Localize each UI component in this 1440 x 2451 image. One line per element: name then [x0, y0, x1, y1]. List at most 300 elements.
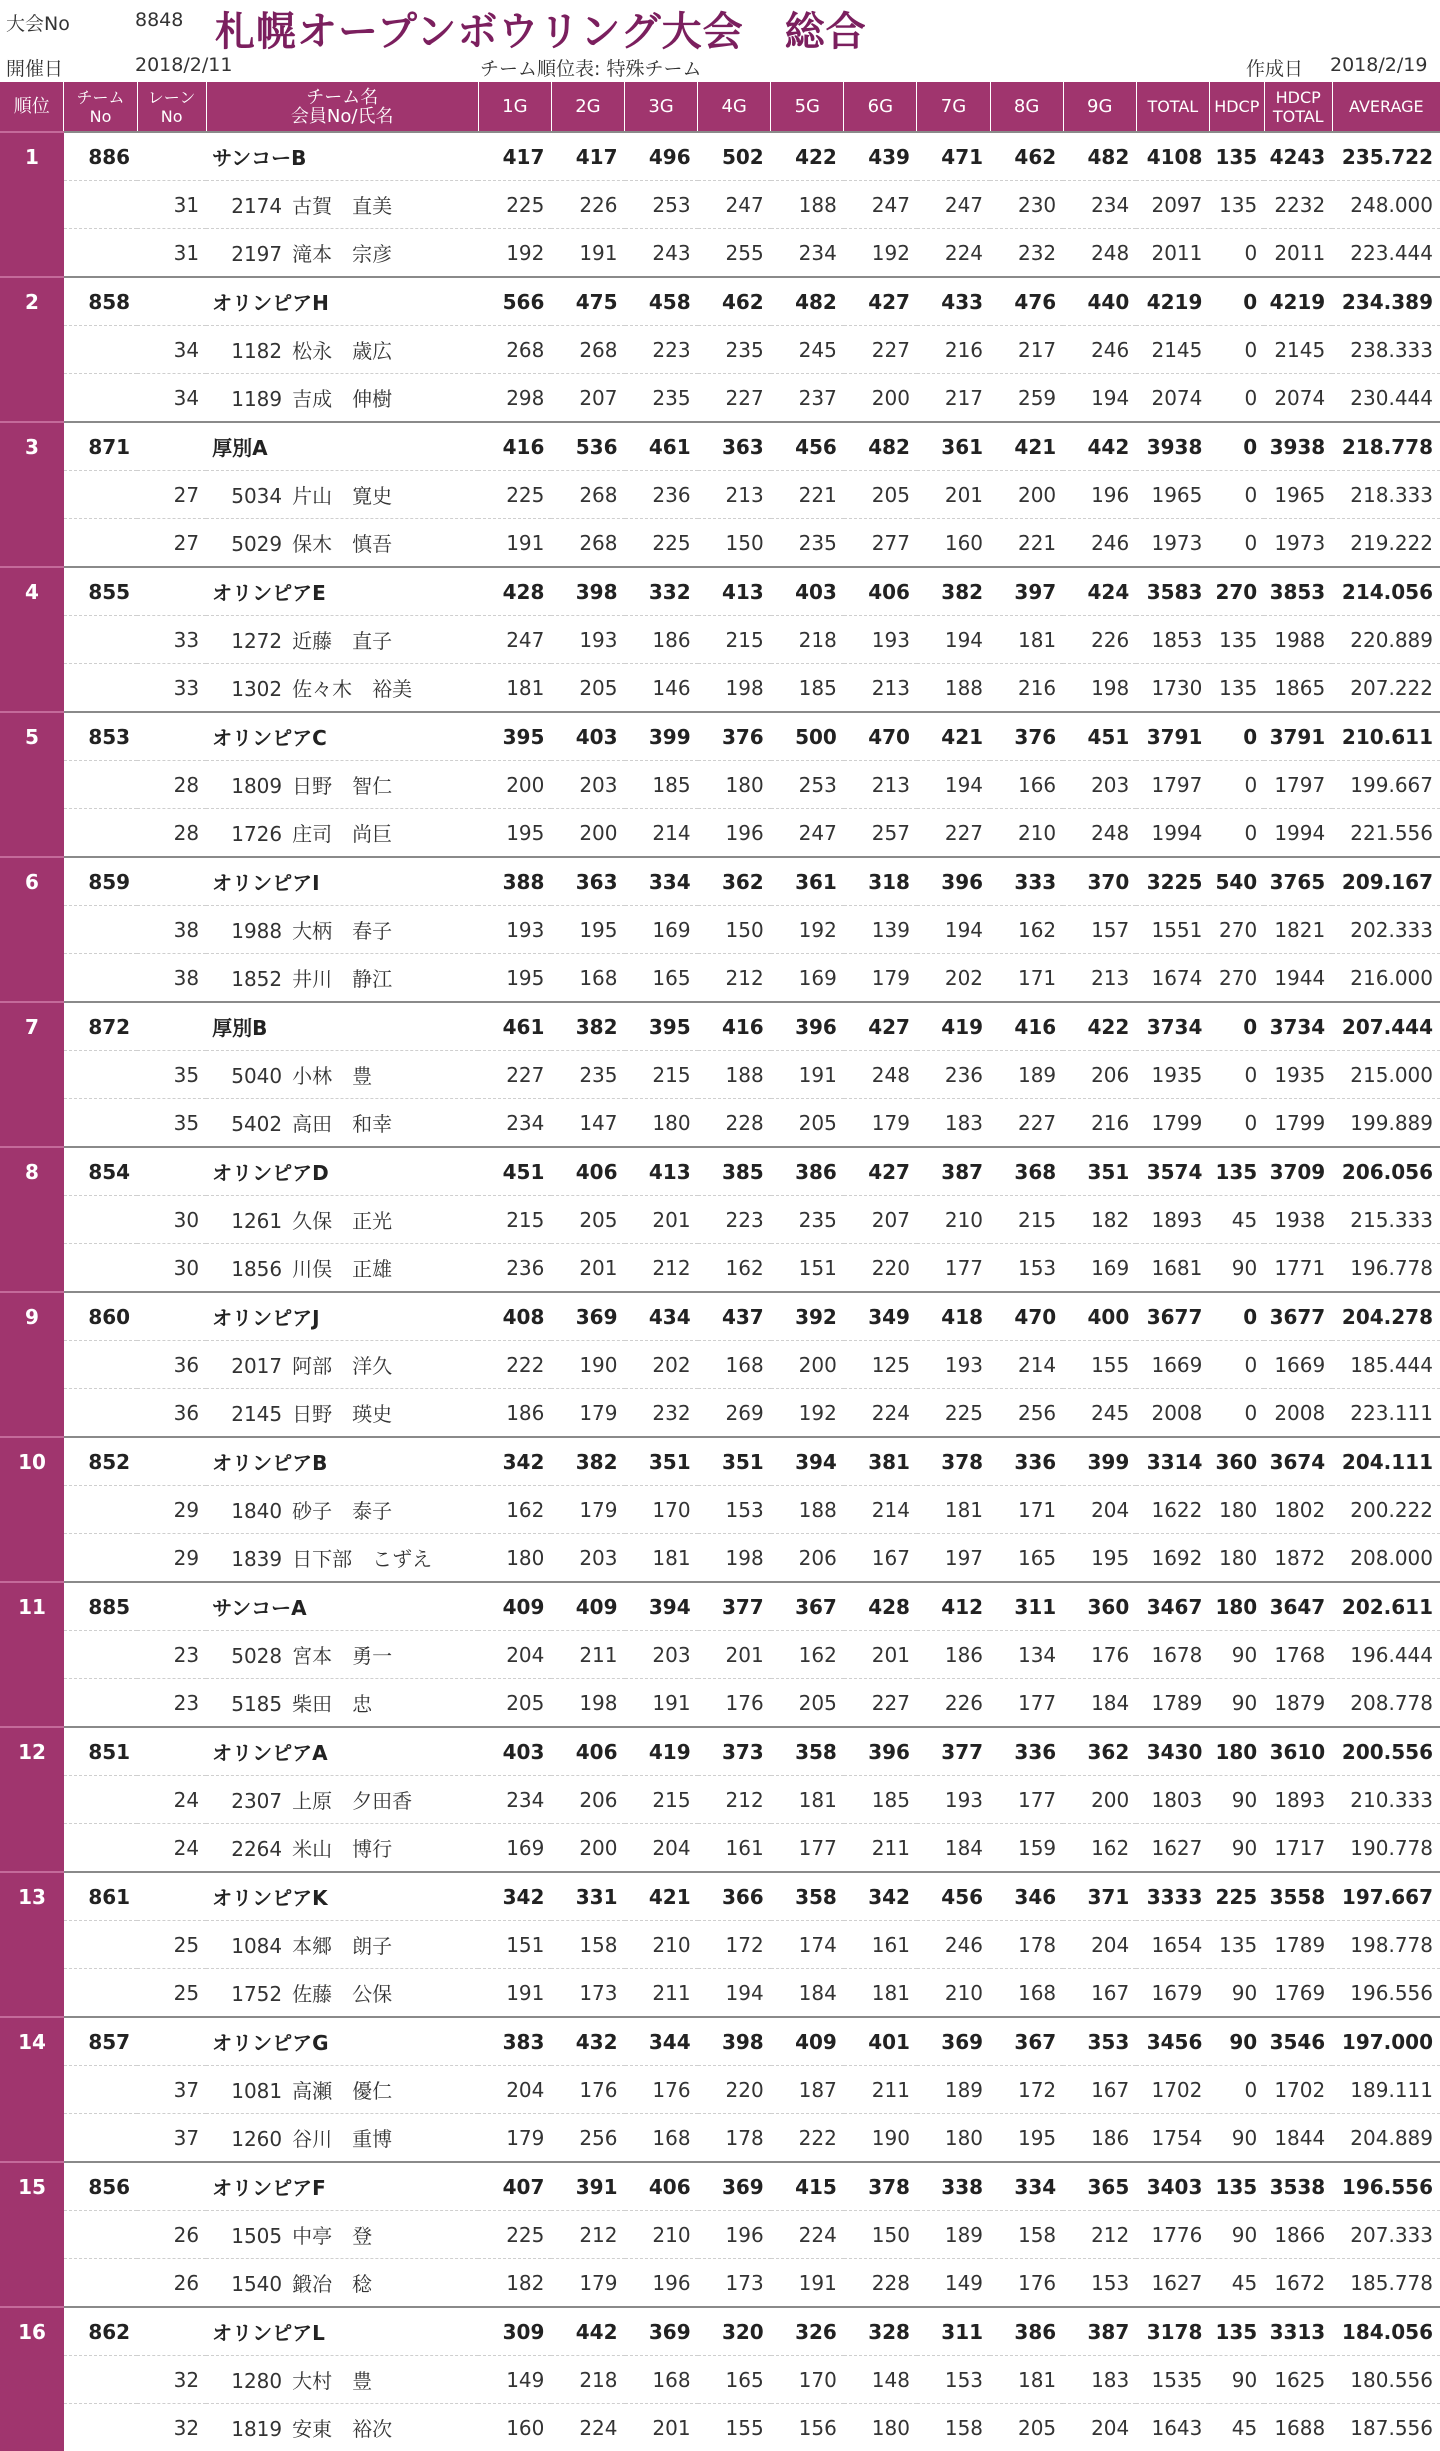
member-row — [0, 954, 1440, 1003]
score-g7: 227 — [917, 809, 990, 858]
member-name: 宮本 勇一 — [292, 1640, 392, 1669]
score-avg: 207.444 — [1332, 1002, 1440, 1051]
member-name: 川俣 正雄 — [292, 1253, 392, 1282]
name-cell — [206, 1051, 478, 1099]
score-g5: 185 — [771, 664, 844, 713]
team-row — [0, 1872, 1440, 1921]
score-g2: 406 — [551, 1147, 624, 1196]
score-g3: 215 — [625, 1051, 698, 1099]
score-g6: 205 — [844, 471, 917, 519]
member-row — [0, 326, 1440, 374]
member-row — [0, 2114, 1440, 2163]
team-name: サンコーA — [212, 1596, 306, 1620]
lane-no-cell: 37 — [137, 2114, 206, 2163]
score-total: 1643 — [1136, 2404, 1209, 2451]
team-row — [0, 1727, 1440, 1776]
score-g7: 311 — [917, 2307, 990, 2356]
score-g3: 236 — [625, 471, 698, 519]
member-name: 米山 博行 — [292, 1833, 392, 1862]
score-g1: 451 — [478, 1147, 551, 1196]
score-g5: 222 — [771, 2114, 844, 2163]
member-no: 1302 — [212, 677, 282, 701]
score-hdcp: 90 — [1209, 2017, 1264, 2066]
score-g3: 394 — [625, 1582, 698, 1631]
score-g2: 179 — [551, 1486, 624, 1534]
name-cell — [206, 1002, 478, 1051]
score-g3: 253 — [625, 181, 698, 229]
score-g4: 165 — [698, 2356, 771, 2404]
score-hdcp: 135 — [1209, 616, 1264, 664]
score-hdcp: 90 — [1209, 2356, 1264, 2404]
score-g6: 185 — [844, 1776, 917, 1824]
score-hdcp-total: 3610 — [1264, 1727, 1332, 1776]
score-g1: 162 — [478, 1486, 551, 1534]
score-hdcp: 270 — [1209, 567, 1264, 616]
score-g3: 202 — [625, 1341, 698, 1389]
score-g1: 181 — [478, 664, 551, 713]
score-hdcp: 0 — [1209, 374, 1264, 423]
score-g9: 162 — [1063, 1824, 1136, 1873]
score-avg: 215.333 — [1332, 1196, 1440, 1244]
created-label: 作成日 — [1246, 54, 1303, 81]
score-g8: 153 — [990, 1244, 1063, 1293]
score-g2: 200 — [551, 1824, 624, 1873]
score-g1: 227 — [478, 1051, 551, 1099]
score-g8: 189 — [990, 1051, 1063, 1099]
score-total: 1654 — [1136, 1921, 1209, 1969]
score-g6: 200 — [844, 374, 917, 423]
score-g1: 395 — [478, 712, 551, 761]
score-g7: 382 — [917, 567, 990, 616]
score-g5: 415 — [771, 2162, 844, 2211]
score-g3: 181 — [625, 1534, 698, 1583]
score-g8: 165 — [990, 1534, 1063, 1583]
team-name: オリンピアA — [212, 1741, 327, 1765]
team-no-cell — [64, 761, 137, 809]
score-g8: 336 — [990, 1727, 1063, 1776]
member-no: 1081 — [212, 2079, 282, 2103]
score-hdcp: 90 — [1209, 2114, 1264, 2163]
rank-cell — [0, 761, 64, 809]
rank-cell — [0, 1196, 64, 1244]
team-no-cell: 857 — [64, 2017, 137, 2066]
col-g1: 1G — [478, 82, 551, 132]
team-no-cell: 855 — [64, 567, 137, 616]
score-total: 3403 — [1136, 2162, 1209, 2211]
score-g3: 421 — [625, 1872, 698, 1921]
score-total: 4108 — [1136, 132, 1209, 181]
score-g6: 427 — [844, 1147, 917, 1196]
score-total: 3574 — [1136, 1147, 1209, 1196]
score-g4: 220 — [698, 2066, 771, 2114]
score-avg: 207.222 — [1332, 664, 1440, 713]
score-g2: 205 — [551, 1196, 624, 1244]
name-cell — [206, 712, 478, 761]
score-g9: 399 — [1063, 1437, 1136, 1486]
score-g9: 387 — [1063, 2307, 1136, 2356]
score-g2: 536 — [551, 422, 624, 471]
score-avg: 206.056 — [1332, 1147, 1440, 1196]
team-no-cell — [64, 229, 137, 278]
score-g8: 171 — [990, 954, 1063, 1003]
score-hdcp-total: 1802 — [1264, 1486, 1332, 1534]
member-no: 1505 — [212, 2224, 282, 2248]
score-g8: 221 — [990, 519, 1063, 568]
member-no: 2307 — [212, 1789, 282, 1813]
score-g3: 413 — [625, 1147, 698, 1196]
name-cell — [206, 809, 478, 858]
score-g6: 211 — [844, 2066, 917, 2114]
score-g3: 176 — [625, 2066, 698, 2114]
score-g1: 191 — [478, 1969, 551, 2018]
lane-no-cell: 23 — [137, 1679, 206, 1728]
score-g5: 162 — [771, 1631, 844, 1679]
rank-cell — [0, 1969, 64, 2018]
team-no-cell — [64, 2259, 137, 2308]
member-name: 日野 瑛史 — [292, 1398, 392, 1427]
score-g1: 200 — [478, 761, 551, 809]
score-g6: 277 — [844, 519, 917, 568]
score-g2: 256 — [551, 2114, 624, 2163]
score-g2: 409 — [551, 1582, 624, 1631]
score-total: 1853 — [1136, 616, 1209, 664]
col-hdcp-total-line1: HDCP — [1276, 88, 1321, 107]
member-no: 1726 — [212, 822, 282, 846]
team-row — [0, 712, 1440, 761]
score-g4: 223 — [698, 1196, 771, 1244]
score-avg: 196.778 — [1332, 1244, 1440, 1293]
score-avg: 235.722 — [1332, 132, 1440, 181]
member-name: 小林 豊 — [292, 1060, 372, 1089]
team-no-cell — [64, 1244, 137, 1293]
score-g3: 211 — [625, 1969, 698, 2018]
score-g5: 200 — [771, 1341, 844, 1389]
name-cell — [206, 1534, 478, 1583]
score-hdcp: 135 — [1209, 181, 1264, 229]
score-g8: 177 — [990, 1679, 1063, 1728]
score-g6: 193 — [844, 616, 917, 664]
col-g2: 2G — [551, 82, 624, 132]
score-hdcp: 270 — [1209, 906, 1264, 954]
score-g3: 406 — [625, 2162, 698, 2211]
member-name: 阿部 洋久 — [292, 1350, 392, 1379]
score-hdcp-total: 4219 — [1264, 277, 1332, 326]
score-total: 1674 — [1136, 954, 1209, 1003]
score-total: 3456 — [1136, 2017, 1209, 2066]
lane-no-cell: 26 — [137, 2259, 206, 2308]
score-g1: 236 — [478, 1244, 551, 1293]
score-hdcp-total: 3791 — [1264, 712, 1332, 761]
score-g9: 365 — [1063, 2162, 1136, 2211]
member-no: 5040 — [212, 1064, 282, 1088]
score-avg: 218.778 — [1332, 422, 1440, 471]
rank-cell — [0, 2259, 64, 2308]
score-g3: 210 — [625, 2211, 698, 2259]
score-g7: 149 — [917, 2259, 990, 2308]
lane-no-cell: 24 — [137, 1824, 206, 1873]
team-no-cell — [64, 809, 137, 858]
score-g6: 227 — [844, 1679, 917, 1728]
score-total: 1627 — [1136, 2259, 1209, 2308]
lane-no-cell: 28 — [137, 761, 206, 809]
score-g4: 366 — [698, 1872, 771, 1921]
score-hdcp: 0 — [1209, 1002, 1264, 1051]
score-g2: 207 — [551, 374, 624, 423]
team-row — [0, 277, 1440, 326]
score-avg: 199.889 — [1332, 1099, 1440, 1148]
score-g8: 210 — [990, 809, 1063, 858]
col-g6: 6G — [844, 82, 917, 132]
created-date: 2018/2/19 — [1330, 54, 1427, 76]
score-g4: 351 — [698, 1437, 771, 1486]
name-cell — [206, 906, 478, 954]
team-no-cell — [64, 374, 137, 423]
score-g8: 230 — [990, 181, 1063, 229]
score-g1: 204 — [478, 1631, 551, 1679]
lane-no-cell: 37 — [137, 2066, 206, 2114]
score-g1: 193 — [478, 906, 551, 954]
score-g6: 439 — [844, 132, 917, 181]
score-avg: 185.778 — [1332, 2259, 1440, 2308]
lane-no-cell: 35 — [137, 1099, 206, 1148]
score-g8: 195 — [990, 2114, 1063, 2163]
rank-cell: 13 — [0, 1872, 64, 1921]
score-g9: 186 — [1063, 2114, 1136, 2163]
name-cell — [206, 277, 478, 326]
score-g3: 351 — [625, 1437, 698, 1486]
member-row — [0, 471, 1440, 519]
score-g3: 196 — [625, 2259, 698, 2308]
score-g3: 419 — [625, 1727, 698, 1776]
score-g9: 167 — [1063, 1969, 1136, 2018]
score-g1: 195 — [478, 809, 551, 858]
score-total: 1692 — [1136, 1534, 1209, 1583]
rank-cell — [0, 616, 64, 664]
score-g2: 224 — [551, 2404, 624, 2451]
score-total: 1994 — [1136, 809, 1209, 858]
member-name: 高瀬 優仁 — [292, 2075, 392, 2104]
score-hdcp-total: 1872 — [1264, 1534, 1332, 1583]
score-avg: 204.889 — [1332, 2114, 1440, 2163]
score-g1: 461 — [478, 1002, 551, 1051]
score-g6: 213 — [844, 761, 917, 809]
score-hdcp-total: 3674 — [1264, 1437, 1332, 1486]
score-g9: 353 — [1063, 2017, 1136, 2066]
score-g1: 407 — [478, 2162, 551, 2211]
rank-cell — [0, 1486, 64, 1534]
team-no-cell — [64, 1486, 137, 1534]
score-g9: 195 — [1063, 1534, 1136, 1583]
score-g9: 183 — [1063, 2356, 1136, 2404]
score-g8: 162 — [990, 906, 1063, 954]
score-hdcp: 180 — [1209, 1582, 1264, 1631]
rank-cell: 7 — [0, 1002, 64, 1051]
score-g9: 451 — [1063, 712, 1136, 761]
score-g8: 227 — [990, 1099, 1063, 1148]
score-g6: 247 — [844, 181, 917, 229]
team-no-cell — [64, 1099, 137, 1148]
score-avg: 198.778 — [1332, 1921, 1440, 1969]
score-g7: 377 — [917, 1727, 990, 1776]
score-g2: 173 — [551, 1969, 624, 2018]
team-row — [0, 2307, 1440, 2356]
score-g8: 215 — [990, 1196, 1063, 1244]
name-cell — [206, 664, 478, 713]
rank-cell: 3 — [0, 422, 64, 471]
team-no-cell: 856 — [64, 2162, 137, 2211]
team-name: オリンピアH — [212, 291, 329, 315]
score-g1: 160 — [478, 2404, 551, 2451]
score-hdcp-total: 1769 — [1264, 1969, 1332, 2018]
score-g1: 298 — [478, 374, 551, 423]
score-total: 2074 — [1136, 374, 1209, 423]
name-cell — [206, 2162, 478, 2211]
lane-no-cell: 25 — [137, 1969, 206, 2018]
rank-cell — [0, 1341, 64, 1389]
score-g6: 396 — [844, 1727, 917, 1776]
score-hdcp: 45 — [1209, 1196, 1264, 1244]
score-g9: 213 — [1063, 954, 1136, 1003]
team-no-cell — [64, 2404, 137, 2451]
score-hdcp: 0 — [1209, 519, 1264, 568]
team-no-cell: 885 — [64, 1582, 137, 1631]
score-hdcp-total: 3677 — [1264, 1292, 1332, 1341]
score-avg: 209.167 — [1332, 857, 1440, 906]
score-g8: 333 — [990, 857, 1063, 906]
score-g4: 178 — [698, 2114, 771, 2163]
name-cell — [206, 1727, 478, 1776]
member-row — [0, 1679, 1440, 1728]
member-row — [0, 519, 1440, 568]
team-no-cell — [64, 1196, 137, 1244]
score-hdcp: 90 — [1209, 1244, 1264, 1293]
score-g4: 180 — [698, 761, 771, 809]
score-hdcp: 270 — [1209, 954, 1264, 1003]
score-g1: 342 — [478, 1872, 551, 1921]
score-g2: 195 — [551, 906, 624, 954]
member-name: 柴田 忠 — [292, 1688, 372, 1717]
score-hdcp-total: 1799 — [1264, 1099, 1332, 1148]
score-g6: 224 — [844, 1389, 917, 1438]
score-g6: 190 — [844, 2114, 917, 2163]
score-hdcp: 180 — [1209, 1486, 1264, 1534]
score-hdcp-total: 1944 — [1264, 954, 1332, 1003]
team-no-cell: 853 — [64, 712, 137, 761]
score-g4: 155 — [698, 2404, 771, 2451]
score-g7: 160 — [917, 519, 990, 568]
member-name: 日野 智仁 — [292, 770, 392, 799]
col-hdcp-total-line2: TOTAL — [1273, 107, 1324, 126]
col-team-no-line1: チーム — [77, 88, 125, 107]
score-total: 1754 — [1136, 2114, 1209, 2163]
score-g7: 396 — [917, 857, 990, 906]
score-g4: 373 — [698, 1727, 771, 1776]
score-g1: 428 — [478, 567, 551, 616]
team-name: オリンピアD — [212, 1161, 329, 1185]
score-g1: 204 — [478, 2066, 551, 2114]
score-g4: 376 — [698, 712, 771, 761]
score-hdcp: 0 — [1209, 1389, 1264, 1438]
score-g1: 409 — [478, 1582, 551, 1631]
score-g3: 185 — [625, 761, 698, 809]
team-no-cell — [64, 1679, 137, 1728]
date-label: 開催日 — [6, 54, 63, 81]
score-avg: 214.056 — [1332, 567, 1440, 616]
member-no: 5029 — [212, 532, 282, 556]
score-g7: 158 — [917, 2404, 990, 2451]
team-no-cell — [64, 519, 137, 568]
score-g5: 422 — [771, 132, 844, 181]
score-g1: 566 — [478, 277, 551, 326]
score-g4: 247 — [698, 181, 771, 229]
score-hdcp: 225 — [1209, 1872, 1264, 1921]
name-cell — [206, 616, 478, 664]
score-g3: 210 — [625, 1921, 698, 1969]
member-row — [0, 1389, 1440, 1438]
name-cell — [206, 1582, 478, 1631]
score-avg: 238.333 — [1332, 326, 1440, 374]
team-no-cell — [64, 1051, 137, 1099]
name-cell — [206, 954, 478, 1003]
score-avg: 221.556 — [1332, 809, 1440, 858]
score-g9: 440 — [1063, 277, 1136, 326]
score-g4: 398 — [698, 2017, 771, 2066]
score-g5: 181 — [771, 1776, 844, 1824]
score-g2: 179 — [551, 1389, 624, 1438]
team-no-cell: 859 — [64, 857, 137, 906]
member-row — [0, 906, 1440, 954]
score-g2: 369 — [551, 1292, 624, 1341]
score-g7: 247 — [917, 181, 990, 229]
score-g2: 147 — [551, 1099, 624, 1148]
score-g8: 346 — [990, 1872, 1063, 1921]
score-g7: 210 — [917, 1196, 990, 1244]
score-hdcp: 90 — [1209, 2211, 1264, 2259]
score-g9: 194 — [1063, 374, 1136, 423]
score-hdcp-total: 1789 — [1264, 1921, 1332, 1969]
team-no-cell — [64, 1969, 137, 2018]
score-avg: 190.778 — [1332, 1824, 1440, 1873]
score-hdcp: 135 — [1209, 2307, 1264, 2356]
score-g2: 432 — [551, 2017, 624, 2066]
score-g7: 197 — [917, 1534, 990, 1583]
team-no-cell — [64, 1921, 137, 1969]
score-hdcp-total: 2145 — [1264, 326, 1332, 374]
score-g3: 168 — [625, 2356, 698, 2404]
rank-cell: 12 — [0, 1727, 64, 1776]
score-g7: 177 — [917, 1244, 990, 1293]
score-hdcp: 0 — [1209, 277, 1264, 326]
score-hdcp-total: 3734 — [1264, 1002, 1332, 1051]
score-g3: 212 — [625, 1244, 698, 1293]
member-row — [0, 1824, 1440, 1873]
score-hdcp: 135 — [1209, 132, 1264, 181]
score-hdcp: 0 — [1209, 1292, 1264, 1341]
member-no: 2174 — [212, 194, 282, 218]
score-g8: 217 — [990, 326, 1063, 374]
score-g9: 167 — [1063, 2066, 1136, 2114]
name-cell — [206, 1872, 478, 1921]
score-avg: 200.556 — [1332, 1727, 1440, 1776]
score-g4: 176 — [698, 1679, 771, 1728]
name-cell — [206, 132, 478, 181]
name-cell — [206, 2211, 478, 2259]
score-g2: 417 — [551, 132, 624, 181]
member-no: 1856 — [212, 1257, 282, 1281]
score-g7: 225 — [917, 1389, 990, 1438]
score-g5: 156 — [771, 2404, 844, 2451]
score-g4: 269 — [698, 1389, 771, 1438]
